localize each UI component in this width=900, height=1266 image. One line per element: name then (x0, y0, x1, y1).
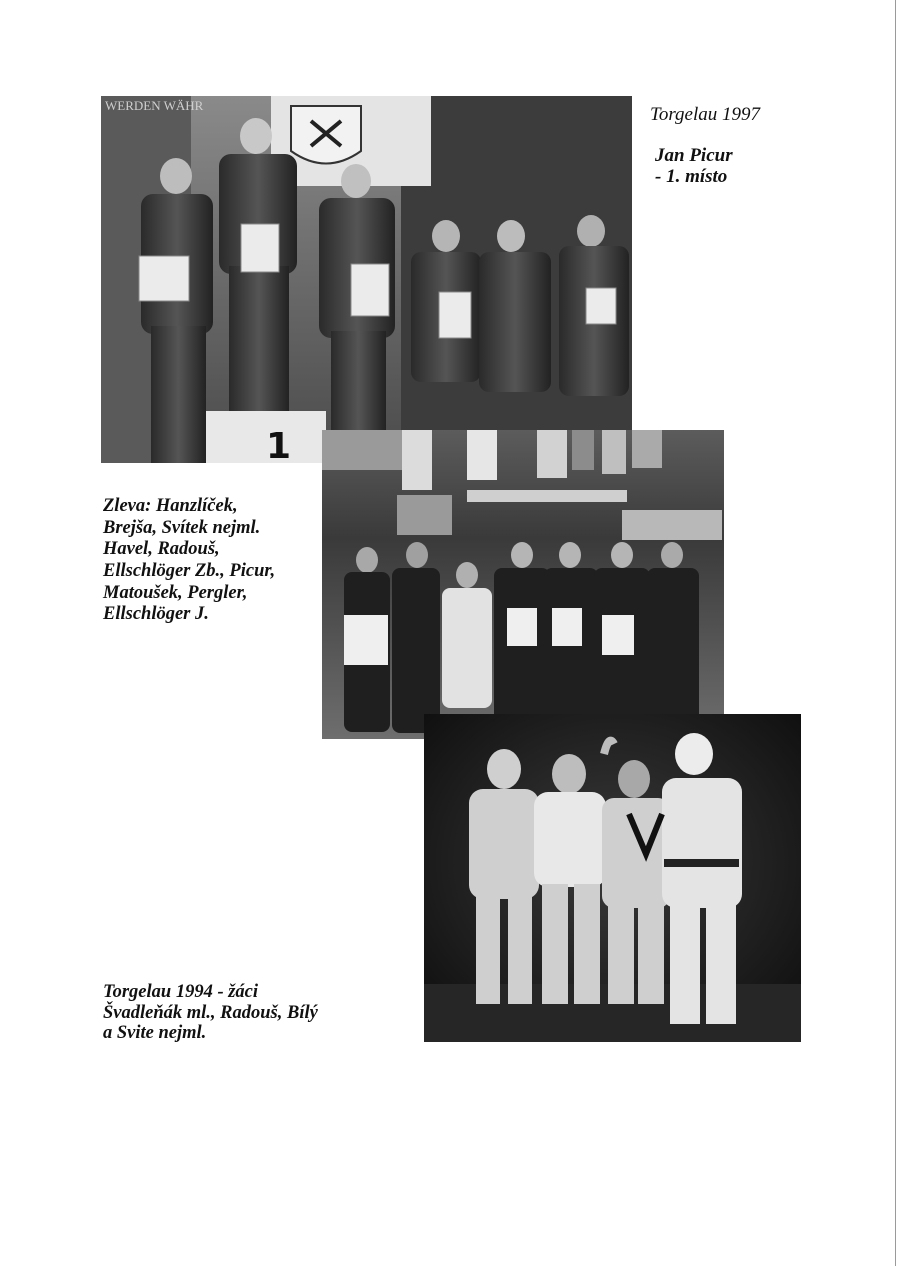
caption-line: Ellschlöger J. (103, 604, 209, 625)
caption-torgelau-1997-title (650, 104, 760, 127)
caption-line: a Svite nejml. (103, 1023, 207, 1044)
caption-torgelau-1994 (103, 982, 318, 1044)
caption-line: Torgelau 1994 - žáci (103, 982, 259, 1002)
caption-winner-name: Jan Picur (655, 145, 733, 166)
caption-line: Ellschlöger Zb., Picur, (103, 560, 276, 581)
caption-line: Torgelau 1997 (650, 104, 760, 125)
caption-line: Havel, Radouš, (103, 539, 220, 560)
podium-photo (101, 96, 632, 463)
caption-line: Zleva: Hanzlíček, (103, 496, 238, 516)
caption-line: Brejša, Svítek nejml. (103, 517, 261, 538)
banner-text: WERDEN WÄHR (105, 98, 204, 113)
caption-winner-place: - 1. místo (655, 165, 728, 187)
caption-winner (655, 146, 733, 188)
photo-1994 (424, 714, 801, 1042)
caption-group-photo (103, 496, 275, 626)
page-edge-line (895, 0, 896, 1266)
caption-line: Švadleňák ml., Radouš, Bílý (103, 1002, 318, 1023)
podium-numeral: 1 (266, 426, 292, 463)
caption-line: Matoušek, Pergler, (103, 582, 248, 603)
group-photo (322, 430, 724, 739)
